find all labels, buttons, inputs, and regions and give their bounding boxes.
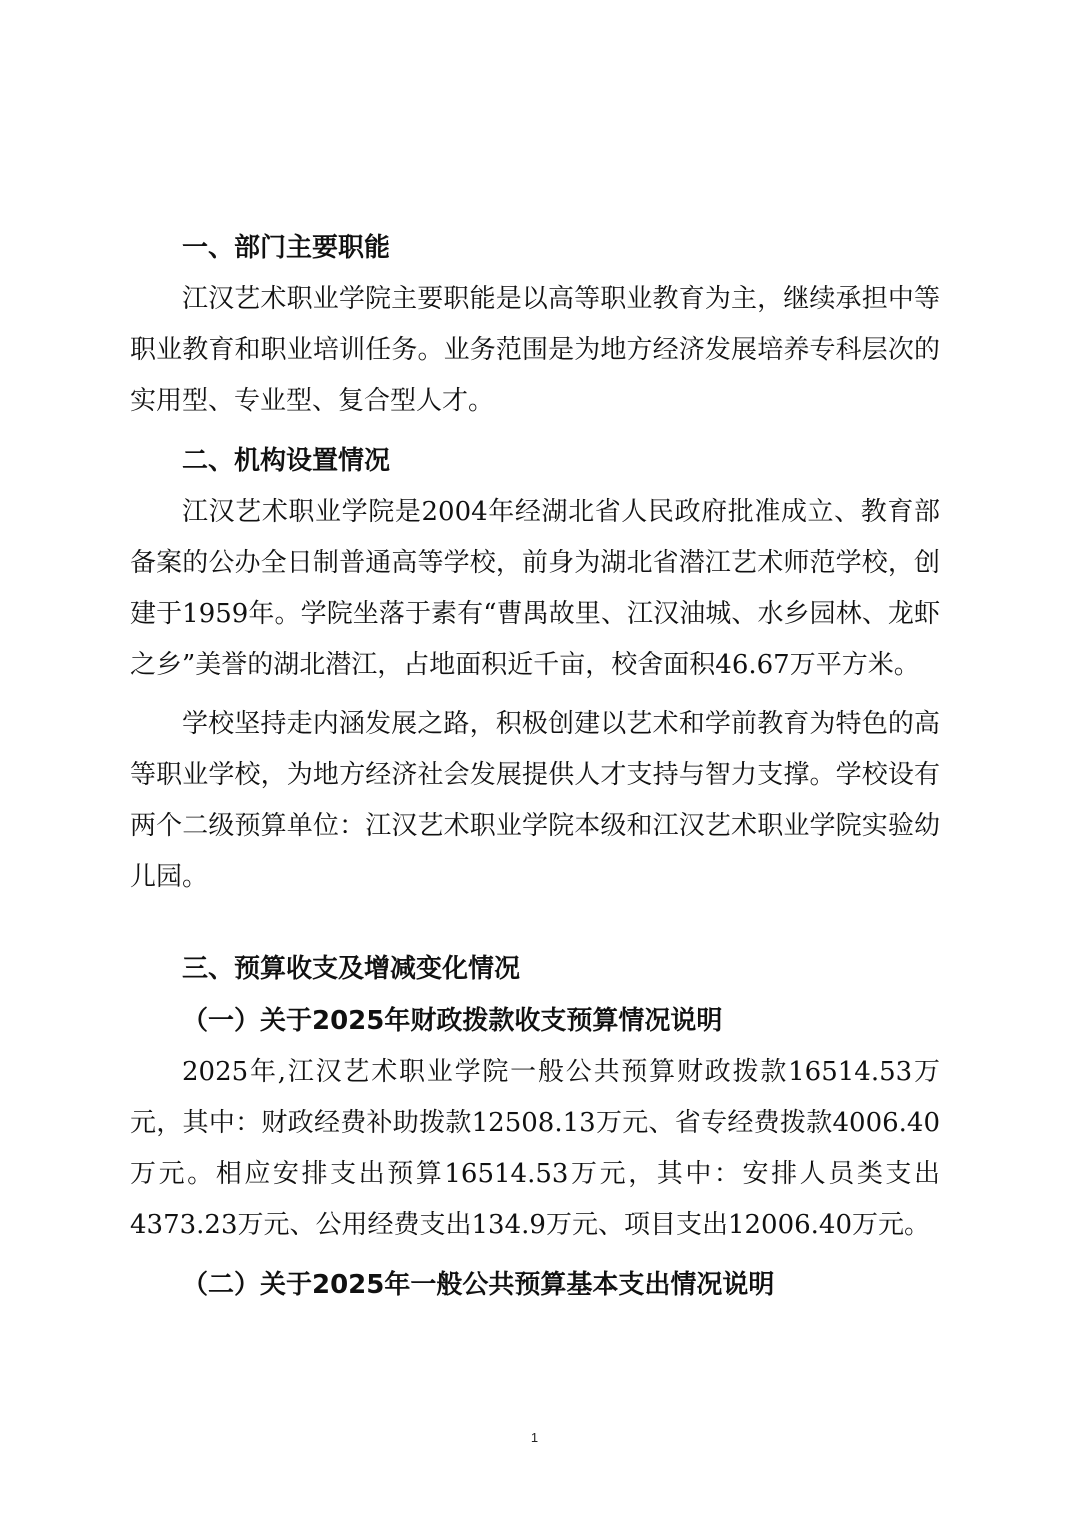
spacer	[130, 903, 940, 943]
section-heading-main-functions: 一、部门主要职能	[182, 233, 391, 263]
page-number: 1	[530, 1430, 539, 1445]
spacer	[130, 691, 940, 699]
section-heading-budget: 三、预算收支及增减变化情况	[182, 954, 521, 984]
subsection-heading-fiscal-appropriation: （一）关于2025年财政拨款收支预算情况说明	[182, 1006, 723, 1036]
paragraph-organization-units: 学校坚持走内涵发展之路，积极创建以艺术和学前教育为特色的高等职业学校，为地方经济社会发展提供人才支持与智力支撑。学校设有两个二级预算单位：江汉艺术职业学院本级和江汉艺术职业学院实验幼儿园。	[130, 709, 940, 892]
document-body	[130, 222, 940, 1311]
paragraph-fiscal-appropriation: 2025年,江汉艺术职业学院一般公共预算财政拨款16514.53万元，其中：财政经费补助拨款12508.13万元、省专经费拨款4006.40万元。相应安排支出预算16514.53万元，其中：安排人员类支出4373.23万元、公用经费支出134.9万元、项目支出12006.40万元。	[130, 1057, 940, 1240]
subsection-heading-basic-expenditure: （二）关于2025年一般公共预算基本支出情况说明	[182, 1270, 775, 1300]
spacer	[130, 427, 940, 435]
section-heading-organization: 二、机构设置情况	[182, 446, 391, 476]
paragraph-main-functions: 江汉艺术职业学院主要职能是以高等职业教育为主，继续承担中等职业教育和职业培训任务。业务范围是为地方经济发展培养专科层次的实用型、专业型、复合型人才。	[130, 284, 940, 416]
paragraph-organization-history: 江汉艺术职业学院是2004年经湖北省人民政府批准成立、教育部备案的公办全日制普通高等学校，前身为湖北省潜江艺术师范学校，创建于1959年。学院坐落于素有“曹禺故里、江汉油城、水乡园林、龙虾之乡”美誉的湖北潜江，占地面积近千亩，校舍面积46.67万平方米。	[130, 497, 940, 680]
spacer	[130, 1251, 940, 1259]
